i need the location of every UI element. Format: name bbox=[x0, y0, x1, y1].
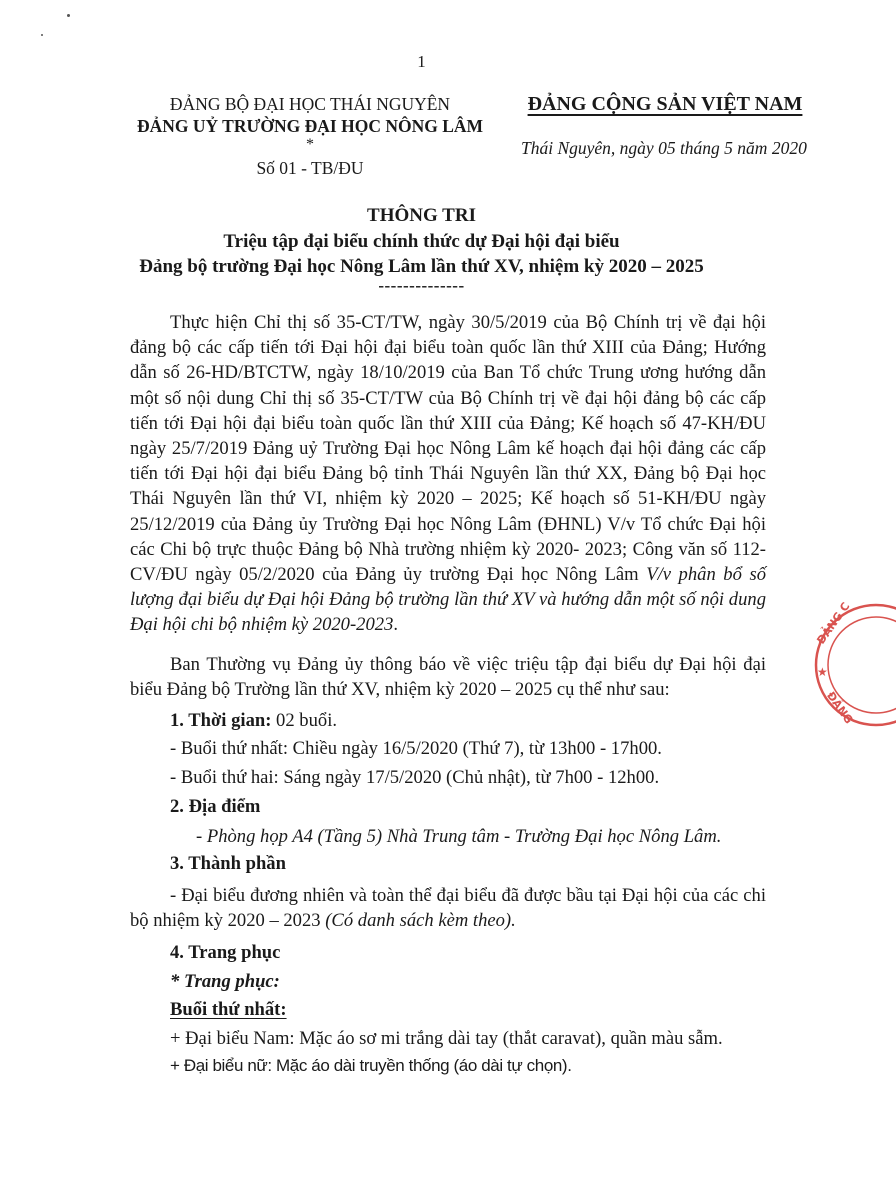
header-star: * bbox=[306, 136, 314, 153]
session-one-heading: Buổi thứ nhất: bbox=[170, 999, 287, 1020]
document-number: Số 01 - TB/ĐU bbox=[256, 158, 364, 178]
stamp-text-top: ĐẢNG C bbox=[814, 599, 853, 647]
stamp-star: ★ bbox=[817, 665, 828, 679]
preamble-italic-text: V/v phân bổ số lượng đại biểu dự Đại hội Đảng bộ trường lần thứ XV và hướng dẫn một số nội dung Đại hội chi bộ nhiệm kỳ 2020-2023 bbox=[130, 564, 766, 636]
section-time-heading: 1. Thời gian: bbox=[170, 710, 272, 731]
section-time bbox=[170, 710, 337, 732]
participants-note: (Có danh sách kèm theo). bbox=[325, 910, 516, 932]
school-committee-line: ĐẢNG UỶ TRƯỜNG ĐẠI HỌC NÔNG LÂM bbox=[136, 116, 484, 136]
announcement-paragraph: Ban Thường vụ Đảng ủy thông báo về việc triệu tập đại biểu dự Đại hội đại biểu Đảng bộ Trường lần thứ XV, nhiệm kỳ 2020 – 2025 cụ thể như sau: bbox=[130, 654, 766, 701]
title-divider: -------------- bbox=[378, 276, 465, 295]
preamble-end: . bbox=[393, 614, 399, 636]
document-subtitle-1: Triệu tập đại biểu chính thức dự Đại hội đại biểu bbox=[223, 231, 620, 252]
page-number: 1 bbox=[417, 52, 426, 71]
section-location-heading: 2. Địa điểm bbox=[170, 796, 261, 817]
party-seal-stamp bbox=[806, 600, 896, 730]
scan-speck bbox=[67, 14, 70, 17]
male-attire-line: + Đại biểu Nam: Mặc áo sơ mi trắng dài tay (thắt caravat), quần màu sẫm. bbox=[170, 1028, 723, 1049]
attire-subheading: * Trang phục: bbox=[170, 971, 280, 992]
participants-paragraph bbox=[130, 883, 766, 933]
female-attire-line: + Đại biểu nữ: Mặc áo dài truyền thống (áo dài tự chọn). bbox=[170, 1056, 572, 1075]
location-line: - Phòng họp A4 (Tầng 5) Nhà Trung tâm - Trường Đại học Nông Lâm. bbox=[196, 826, 722, 847]
header-left-block bbox=[110, 93, 510, 181]
scan-speck bbox=[41, 34, 43, 36]
document-subtitle-2: Đảng bộ trường Đại học Nông Lâm lần thứ XV, nhiệm kỳ 2020 – 2025 bbox=[139, 256, 704, 277]
stamp-text-bottom: ĐẢNG bbox=[824, 689, 856, 727]
participants-text: - Đại biểu đương nhiên và toàn thể đại biểu đã được bầu tại Đại hội của các chi bộ nhiệm kỳ 2020 – 2023 bbox=[130, 885, 766, 932]
section-participants-heading: 3. Thành phần bbox=[170, 853, 286, 874]
session-two-line: - Buổi thứ hai: Sáng ngày 17/5/2020 (Chủ nhật), từ 7h00 - 12h00. bbox=[170, 767, 660, 788]
document-title: THÔNG TRI bbox=[367, 205, 476, 226]
place-date: Thái Nguyên, ngày 05 tháng 5 năm 2020 bbox=[521, 138, 807, 158]
party-title: ĐẢNG CỘNG SẢN VIỆT NAM bbox=[527, 93, 803, 115]
session-one-line: - Buổi thứ nhất: Chiều ngày 16/5/2020 (Thứ 7), từ 13h00 - 17h00. bbox=[170, 738, 662, 759]
preamble-paragraph bbox=[130, 310, 766, 638]
section-attire-heading: 4. Trang phục bbox=[170, 942, 281, 963]
section-time-value: 02 buổi. bbox=[271, 710, 338, 731]
preamble-text: Thực hiện Chỉ thị số 35-CT/TW, ngày 30/5/2019 của Bộ Chính trị về đại hội đảng bộ các cấp tiến tới Đại hội đại biểu toàn quốc lần thứ XIII của Đảng; Hướng dẫn số 26-HD/BTCTW, ngày 18/10/2019 của Ban Tổ chức Trung ương hướng dẫn một số nội dung Chỉ thị số 35-CT/TW của Bộ Chính trị về đại hội đảng bộ các cấp tiến tới Đại hội đại biểu toàn quốc lần thứ XIII của Đảng; Kế hoạch số 47-KH/ĐU ngày 25/7/2019 Đảng uỷ Trường Đại học Nông Lâm kế hoạch đại hội đảng các cấp tiến tới Đại hội đại biểu Đảng bộ tỉnh Thái Nguyên lần thứ XX, Đảng bộ Đại học Thái Nguyên lần thứ VI, nhiệm kỳ 2020 – 2025; Kế hoạch số 51-KH/ĐU ngày 25/12/2019 của Đảng ủy Trường Đại học Nông Lâm (ĐHNL) V/v Tổ chức Đại hội các Chi bộ trực thuộc Đảng bộ Nhà trường nhiệm kỳ 2020- 2023; Công văn số 112-CV/ĐU ngày 05/2/2020 của Đảng ủy trường Đại học Nông Lâm bbox=[130, 312, 766, 586]
party-committee-line: ĐẢNG BỘ ĐẠI HỌC THÁI NGUYÊN bbox=[169, 94, 451, 114]
